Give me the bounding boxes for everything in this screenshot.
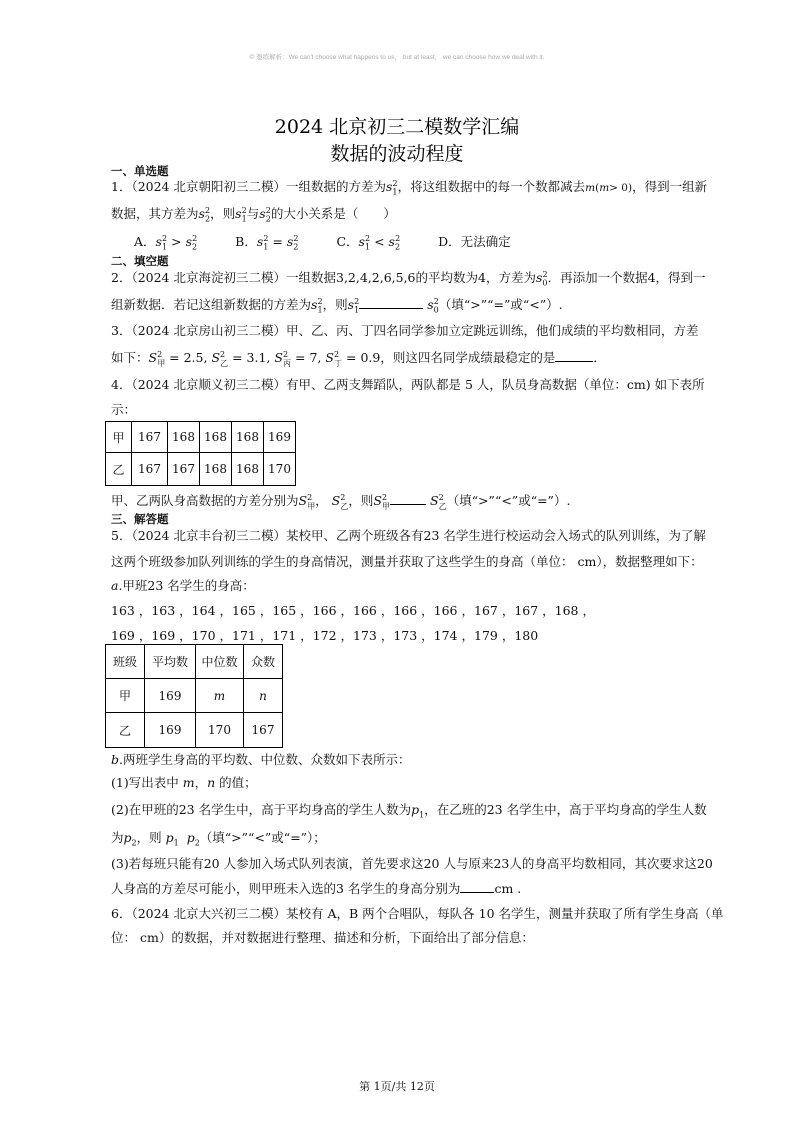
table-cell: 168 [232,422,264,453]
table-header-cell: 中位数 [196,645,244,679]
q5-data-line1: 163 ，163 ，164 ，165 ，165 ，166 ，166 ，166 ，166 ，167 ，167 ，168 ， [111,603,595,618]
table-cell: 168 [200,422,232,453]
table-cell: 170 [196,713,244,748]
table-cell: 167 [244,713,283,748]
table-cell: 169 [145,713,196,748]
q5-data-line2: 169 ，169 ，170 ，171 ，171 ，172 ，173 ，173 ，174 ，179 ，180 [111,628,539,643]
table-cell: n [244,679,283,713]
q2-line2: 组新数据．若记这组新数据的方差为$s_1^2$，则$s_1^2$ $s_0^2$（填“>”“=”或“<”）. [111,296,563,315]
table-cell: 167 [132,453,168,486]
q1-line2: 数据，其方差为$s_2^2$，则$s_1^2$与$s_2^2$的大小关系是（ ） [111,205,396,224]
q4-line1: 4．（2024 北京顺义初三二模）有甲、乙两支舞蹈队，两队都是 5 人，队员身高数据（单位：cm) 如下表所 [111,377,705,392]
q6-line1: 6．（2024 北京大兴初三二模）某校有 A，B 两个合唱队，每队各 10 名学生，测量并获取了所有学生身高（单 [111,906,724,921]
table-header-cell: 班级 [106,645,145,679]
page-footer: 第 1页/共 12页 [359,1080,435,1093]
q1-options [134,234,511,250]
q5-line3: a.甲班23 名学生的身高： [111,578,255,593]
q5-part3-line2: 人身高的方差尽可能小，则甲班未入选的3 名学生的身高分别为 cm . [111,881,522,896]
q1-option-d: D．无法确定 [438,234,511,249]
q5-part2-line2: 为$p_2$，则 $p_1$ $p_2$（填“>”“<”或“=”）； [111,830,326,848]
section-heading-fill-blank: 二、填空题 [111,254,169,268]
table-cell: 甲 [106,422,132,453]
table-cell: 乙 [106,453,132,486]
section-heading-answer: 三、解答题 [111,512,169,526]
table-cell: 169 [264,422,296,453]
q2-line1: 2．（2024 北京海淀初三二模）一组数据3,2,4,2,6,5,6的平均数为4，方差为$s_0^2$．再添加一个数据4，得到一 [111,269,706,288]
table-cell: 169 [145,679,196,713]
document-title: 2024 北京初三二模数学汇编 [274,116,520,138]
q5-part1: (1)写出表中 m，n 的值； [111,775,257,790]
table-row [106,422,296,453]
table-cell: 甲 [106,679,145,713]
table-cell: 乙 [106,713,145,748]
q5-line2: 这两个班级参加队列训练的学生的身高情况，测量并获取了这些学生的身高（单位： cm），数据整理如下： [111,554,703,569]
q5-part3-line1: (3)若每班只能有20 人参加入场式队列表演，首先要求这20 人与原来23人的身高平均数相同，其次要求这20 [111,856,713,871]
q3-line2: 如下：$S^2_甲 = 2.5$, $S^2_乙 = 3.1$, $S^2_丙 = 7$, $S^2_丁 = 0.9$，则这四名同学成绩最稳定的是 ． [111,349,606,368]
watermark: © 邀练解析：We can't choose what happens to us， but at least， we can choose how we deal with it. [249,54,545,61]
q4-height-table [105,421,296,486]
table-cell: 168 [232,453,264,486]
document-subtitle: 数据的波动程度 [330,143,464,165]
table-row [106,453,296,486]
table-cell: 170 [264,453,296,486]
q1-option-a: A．$s_1^2 > s_2^2$ [134,233,198,252]
q5-b-text: b.两班学生身高的平均数、中位数、众数如下表所示： [111,752,411,767]
q5-stats-table [105,644,283,748]
table-cell: m [196,679,244,713]
q1-option-c: C．$s_1^2 < s_2^2$ [336,233,401,252]
q4-line2: 示： [111,402,137,417]
q4-after-table: 甲、乙两队身高数据的方差分别为$S^2_甲$， $S^2_乙$，则$S^2_甲$ $S^2_乙$（填“>”“<”或“=”）. [111,492,571,511]
table-header-cell: 平均数 [145,645,196,679]
table-header-cell: 众数 [244,645,283,679]
q6-line2: 位： cm）的数据，并对数据进行整理、描述和分析，下面给出了部分信息： [111,930,534,945]
q1-option-b: B．$s_1^2 = s_2^2$ [235,233,299,252]
q5-part2-line1: (2)在甲班的23 名学生中，高于平均身高的学生人数为$p_1$，在乙班的23 名学生中，高于平均身高的学生人数 [111,802,707,820]
q5-line1: 5．（2024 北京丰台初三二模）某校甲、乙两个班级各有23 名学生进行校运动会入场式的队列训练，为了解 [111,528,706,543]
section-heading-single-choice: 一、单选题 [111,164,169,178]
q3-line1: 3．（2024 北京房山初三二模）甲、乙、丙、丁四名同学参加立定跳远训练，他们成绩的平均数相同，方差 [111,323,699,338]
table-row [106,645,283,679]
table-cell: 167 [168,453,200,486]
table-row [106,713,283,748]
table-cell: 168 [200,453,232,486]
q1-line1: 1．（2024 北京朝阳初三二模）一组数据的方差为$s_1^2$，将这组数据中的每一个数都减去m(m> 0)，得到一组新 [111,178,708,197]
table-row [106,679,283,713]
table-cell: 168 [168,422,200,453]
table-cell: 167 [132,422,168,453]
